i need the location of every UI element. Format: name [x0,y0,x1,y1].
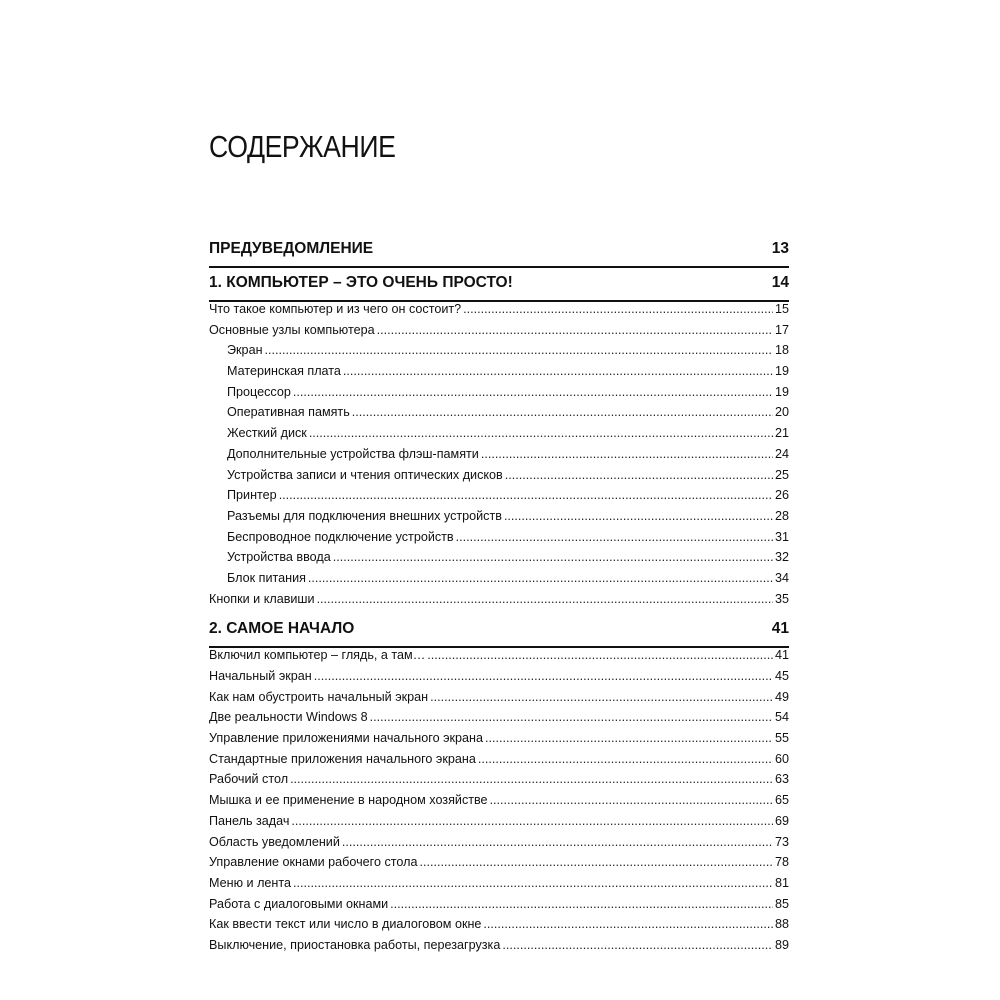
toc-entry [209,323,789,344]
toc-entry-page: 88 [774,917,789,932]
toc-entry-page: 20 [774,405,789,420]
toc-entry [209,731,789,752]
toc-entry-title: Оперативная память [227,405,350,420]
toc-entry [209,302,789,323]
toc-entry-title: Включил компьютер – глядь, а там… [209,648,426,663]
toc-entry-page: 17 [774,322,789,337]
toc-entry-title: Блок питания [227,570,306,585]
page-title: СОДЕРЖАНИЕ [209,128,396,164]
toc-subentry [209,530,789,551]
toc-entry-title: Начальный экран [209,669,312,683]
toc-entry [209,592,789,613]
toc-entry-title: Разъемы для подключения внешних устройств [227,508,502,523]
dot-leader [481,447,773,461]
dot-leader [370,710,773,724]
section-heading-chapter-1 [209,274,789,302]
toc-entry-title: Что такое компьютер и из чего он состоит? [209,302,462,316]
toc-entry-title: Рабочий стол [209,772,289,787]
section-title: ПРЕДУВЕДОМЛЕНИЕ [209,240,374,257]
toc-entry-title: Меню и лента [209,875,292,890]
dot-leader [377,323,773,337]
toc-entry-title: Управление приложениями начального экрана [209,731,483,746]
dot-leader [314,669,773,683]
section-heading-chapter-2 [209,620,789,648]
toc-entry-page: 54 [774,710,789,725]
dot-leader [427,648,773,662]
dot-leader [308,571,773,585]
toc-entry [209,648,789,669]
toc-entry [209,669,789,690]
toc-subentry [209,468,789,489]
toc-entry-page: 89 [774,937,789,952]
toc-entry-title: Устройства записи и чтения оптических дисков [227,467,503,482]
toc-entry-page: 19 [774,364,789,379]
dot-leader [478,752,773,766]
dot-leader [502,938,773,952]
toc-entry-page: 21 [774,426,789,441]
dot-leader [293,876,773,890]
toc-entry-title: Управление окнами рабочего стола [209,855,418,870]
dot-leader [317,592,773,606]
toc-entry-title: Стандартные приложения начального экрана [209,751,476,766]
dot-leader [504,509,773,523]
toc-subentry [209,488,789,509]
dot-leader [293,385,773,399]
toc-entry [209,938,789,959]
toc-entry-page: 73 [774,834,789,849]
toc-entry [209,752,789,773]
toc-entry-title: Принтер [227,488,277,503]
toc-entry-title: Панель задач [209,813,290,828]
toc-entry-title: Процессор [227,384,291,399]
toc-entry-title: Материнская плата [227,364,341,379]
section-title: 1. КОМПЬЮТЕР – ЭТО ОЧЕНЬ ПРОСТО! [209,274,513,291]
dot-leader [420,855,773,869]
toc-entry-title: Работа с диалоговыми окнами [209,896,389,911]
dot-leader [490,793,773,807]
toc-entry-title: Беспроводное подключение устройств [227,529,454,544]
toc-entry-title: Как ввести текст или число в диалоговом окне [209,917,482,932]
dot-leader [390,897,773,911]
toc-entry-page: 26 [774,488,789,503]
toc-entry-page: 81 [774,875,789,890]
dot-leader [265,343,773,357]
toc-entry-page: 35 [774,591,789,606]
dot-leader [485,731,773,745]
toc-entry-page: 60 [774,751,789,766]
toc-entry-page: 78 [774,855,789,870]
toc-subentry [209,447,789,468]
dot-leader [291,814,773,828]
section-heading-preface [209,240,789,268]
toc-entry-page: 55 [774,731,789,746]
toc-entry-title: Основные узлы компьютера [209,322,375,337]
toc-entry [209,772,789,793]
toc-entry-title: Устройства ввода [227,550,331,565]
toc-entry [209,917,789,938]
toc-entry-page: 69 [774,813,789,828]
toc-entry-title: Дополнительные устройства флэш-памяти [227,446,479,461]
toc-entry [209,793,789,814]
toc-entry-title: Кнопки и клавиши [209,591,315,606]
toc-entry-page: 41 [774,648,789,663]
toc-subentry [209,364,789,385]
toc-entry-page: 24 [774,446,789,461]
dot-leader [483,917,773,931]
toc-subentry [209,426,789,447]
toc-entry-page: 31 [774,529,789,544]
toc-entry-page: 32 [774,550,789,565]
dot-leader [456,530,773,544]
toc-entry-page: 85 [774,896,789,911]
toc-entry-title: Экран [227,343,263,358]
toc-entry-title: Мышка и ее применение в народном хозяйстве [209,793,488,808]
toc-entry [209,710,789,731]
toc-entry [209,876,789,897]
toc-entry-page: 18 [774,343,789,358]
dot-leader [430,690,773,704]
section-page-number: 14 [771,274,789,291]
dot-leader [309,426,773,440]
toc-entry [209,814,789,835]
section-page-number: 41 [771,620,789,638]
toc-entry-title: Выключение, приостановка работы, перезагрузка [209,937,501,952]
toc-entry-page: 63 [774,772,789,787]
dot-leader [352,405,773,419]
dot-leader [290,772,773,786]
toc-entry-page: 19 [774,384,789,399]
toc-entry-title: Жесткий диск [227,426,307,441]
toc-entry [209,835,789,856]
toc-entry-page: 49 [774,689,789,704]
dot-leader [279,488,773,502]
toc-entry [209,690,789,711]
toc-entry-page: 15 [774,302,789,316]
dot-leader [333,550,773,564]
toc-entry-title: Как нам обустроить начальный экран [209,689,429,704]
section-title: 2. САМОЕ НАЧАЛО [209,620,355,638]
toc-entry [209,897,789,918]
toc-entry-page: 28 [774,508,789,523]
toc-entry [209,855,789,876]
dot-leader [505,468,773,482]
section-page-number: 13 [771,240,789,257]
toc-entry-page: 34 [774,570,789,585]
toc-entry-page: 45 [774,669,789,683]
toc-entry-title: Область уведомлений [209,834,340,849]
toc-subentry [209,343,789,364]
table-of-contents [209,240,789,959]
toc-subentry [209,405,789,426]
dot-leader [342,835,773,849]
toc-entry-title: Две реальности Windows 8 [209,710,368,725]
dot-leader [463,302,773,316]
toc-subentry [209,571,789,592]
dot-leader [343,364,773,378]
toc-subentry [209,509,789,530]
toc-entry-page: 65 [774,793,789,808]
toc-subentry [209,385,789,406]
toc-subentry [209,550,789,571]
toc-entry-page: 25 [774,467,789,482]
